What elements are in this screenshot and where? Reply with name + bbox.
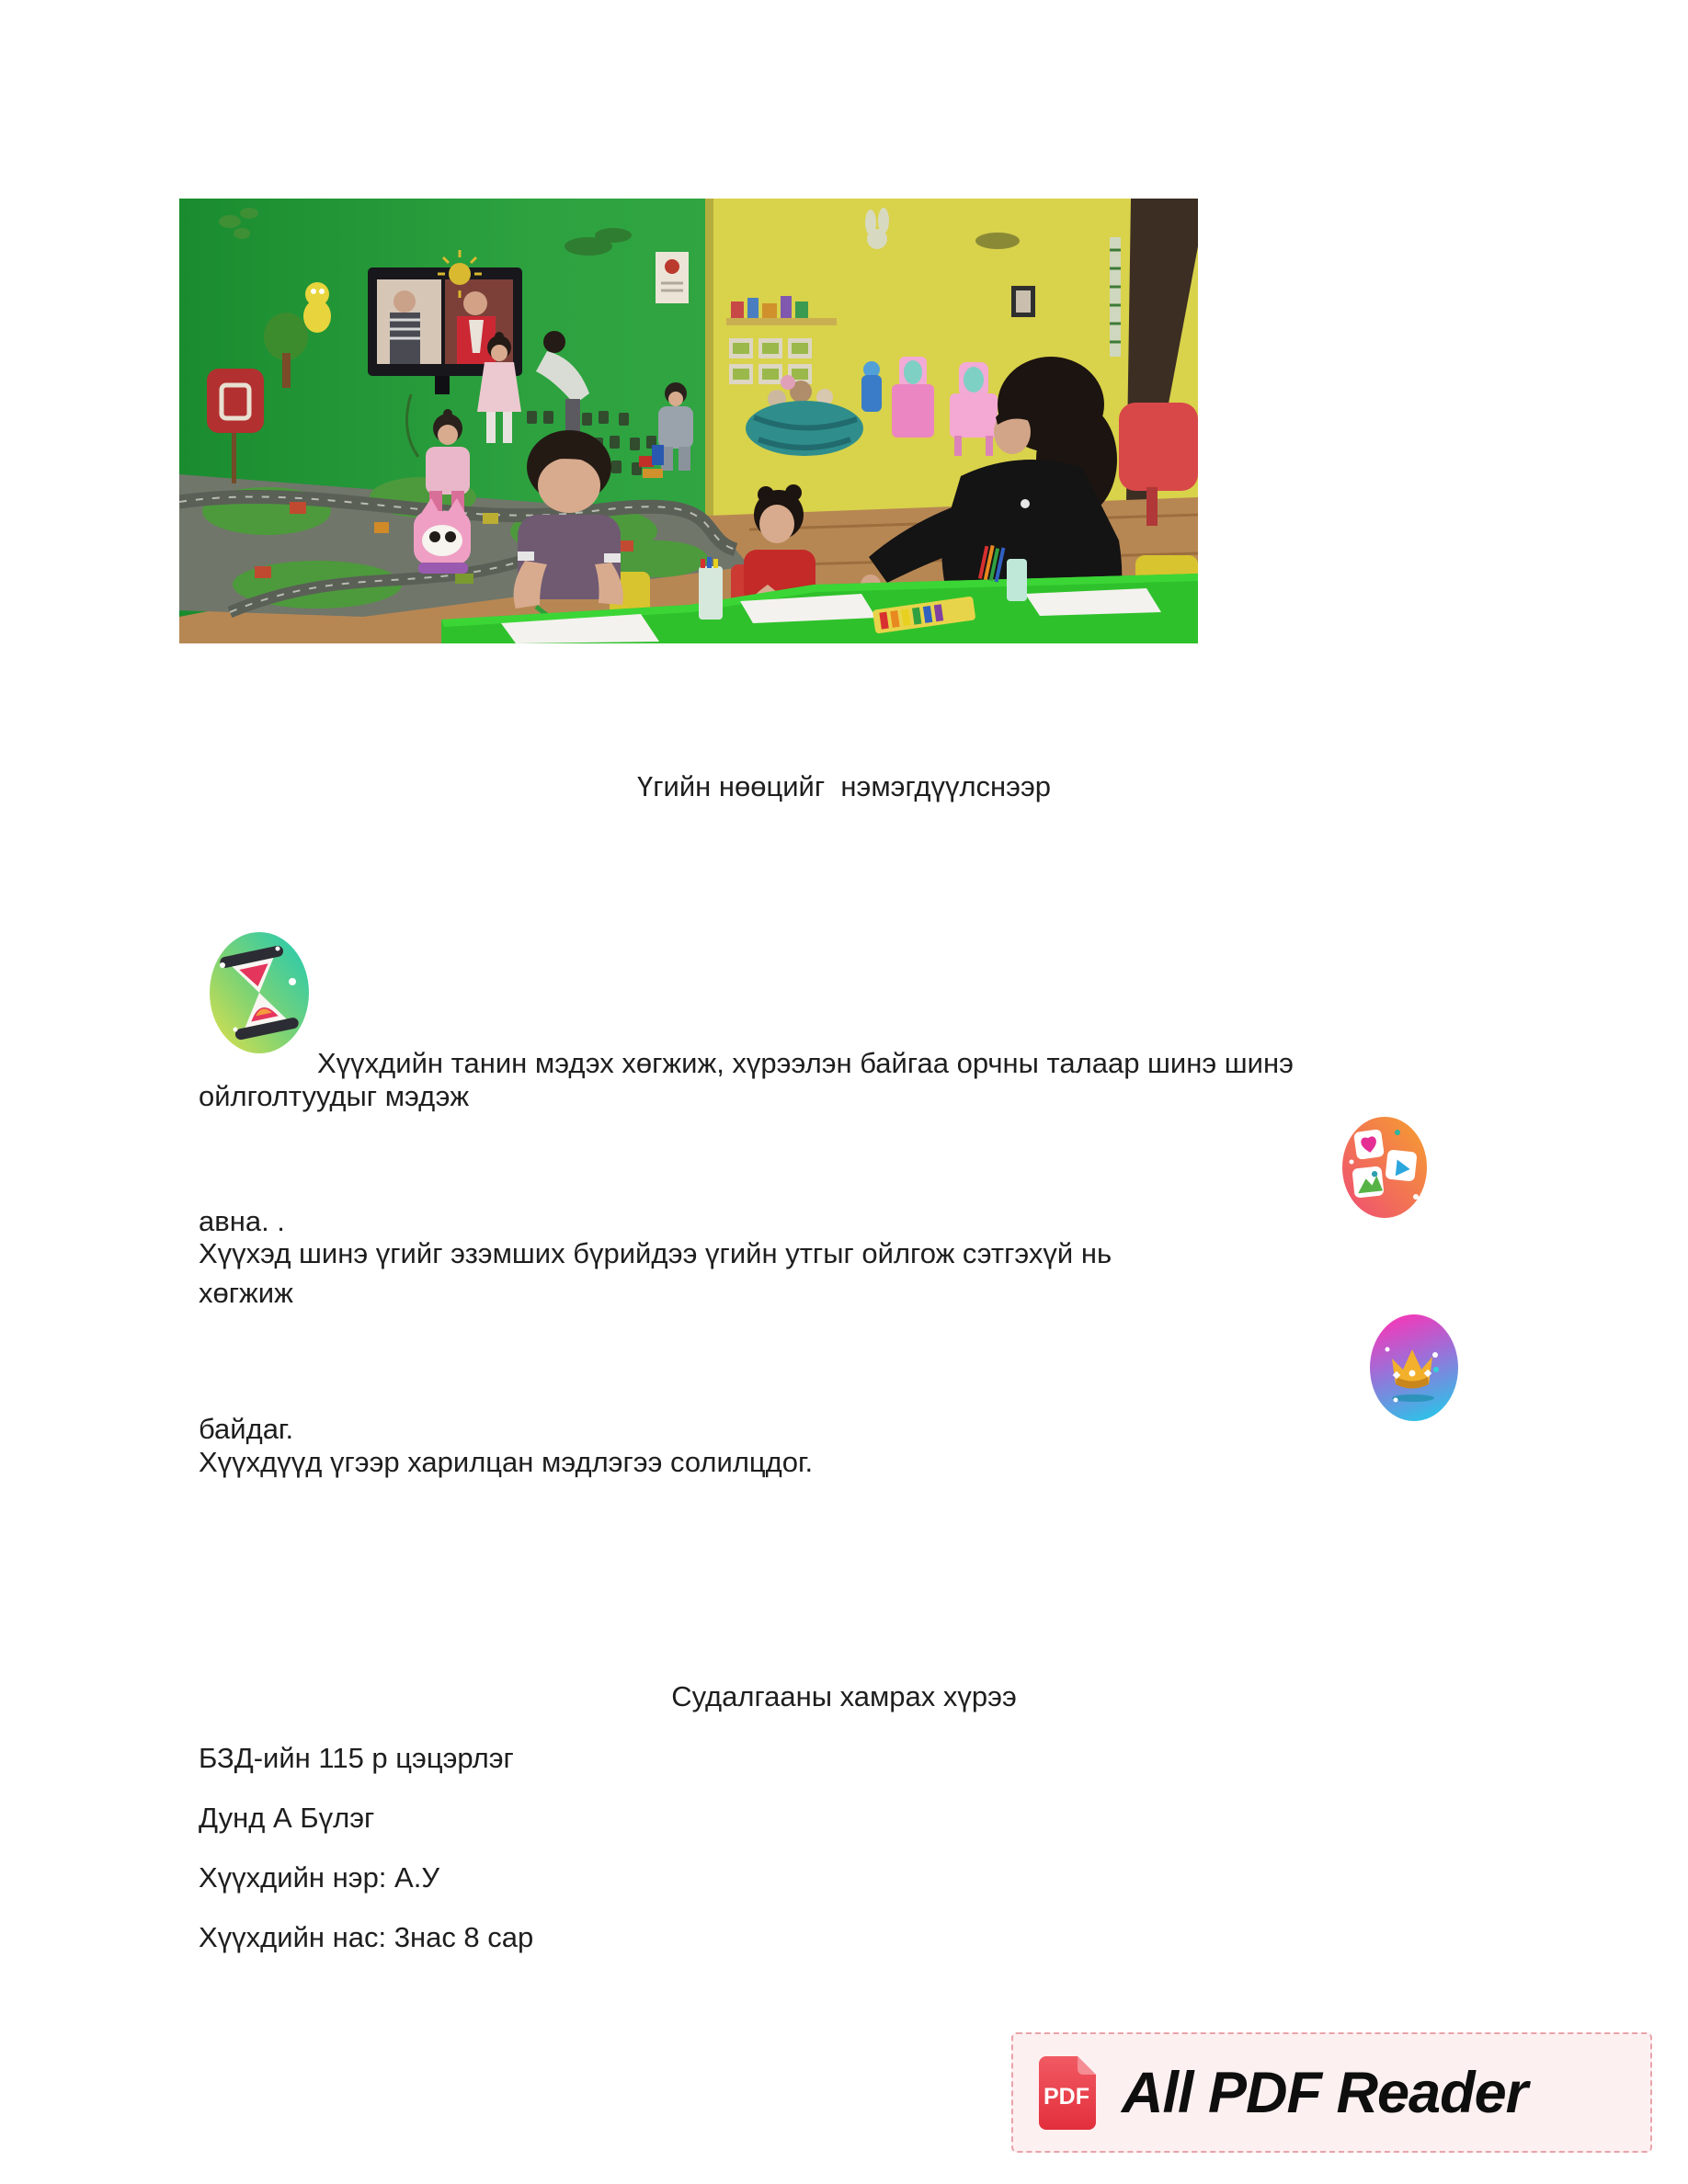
pdf-icon-label: PDF bbox=[1044, 2083, 1089, 2110]
detail-line-child-name: Хүүхдийн нэр: А.У bbox=[199, 1861, 440, 1894]
paragraph2-line1: авна. . bbox=[199, 1205, 285, 1237]
crown-icon bbox=[1368, 1313, 1460, 1428]
paragraph2-line2: Хүүхэд шинэ үгийг эзэмших бүрийдээ үгийн утгыг ойлгож сэтгэхүй нь bbox=[199, 1237, 1112, 1269]
detail-line-kindergarten: БЗД-ийн 115 р цэцэрлэг bbox=[199, 1742, 514, 1774]
classroom-photo bbox=[179, 199, 1198, 643]
section-heading: Судалгааны хамрах хүрээ bbox=[671, 1680, 1017, 1712]
hourglass-icon bbox=[208, 930, 311, 1060]
paragraph3-line1: байдаг. bbox=[199, 1413, 294, 1445]
document-title: Үгийн нөөцийг нэмэгдүүлснээр bbox=[636, 770, 1052, 802]
watermark-banner[interactable] bbox=[1011, 2032, 1652, 2153]
watermark-app-name: All PDF Reader bbox=[1122, 2060, 1528, 2125]
paragraph1-line2: ойлголтуудыг мэдэж bbox=[199, 1080, 470, 1112]
media-gallery-icon bbox=[1340, 1114, 1429, 1225]
pdf-file-icon bbox=[1039, 2056, 1096, 2130]
detail-line-child-age: Хүүхдийн нас: 3нас 8 сар bbox=[199, 1921, 534, 1953]
paragraph2-line3: хөгжиж bbox=[199, 1277, 293, 1309]
paragraph1-line1: Хүүхдийн танин мэдэх хөгжиж, хүрээлэн байгаа орчны талаар шинэ шинэ bbox=[317, 1047, 1294, 1079]
detail-line-group: Дунд А Бүлэг bbox=[199, 1802, 375, 1834]
paragraph3-line2: Хүүхдүүд үгээр харилцан мэдлэгээ солилцдог. bbox=[199, 1446, 814, 1478]
